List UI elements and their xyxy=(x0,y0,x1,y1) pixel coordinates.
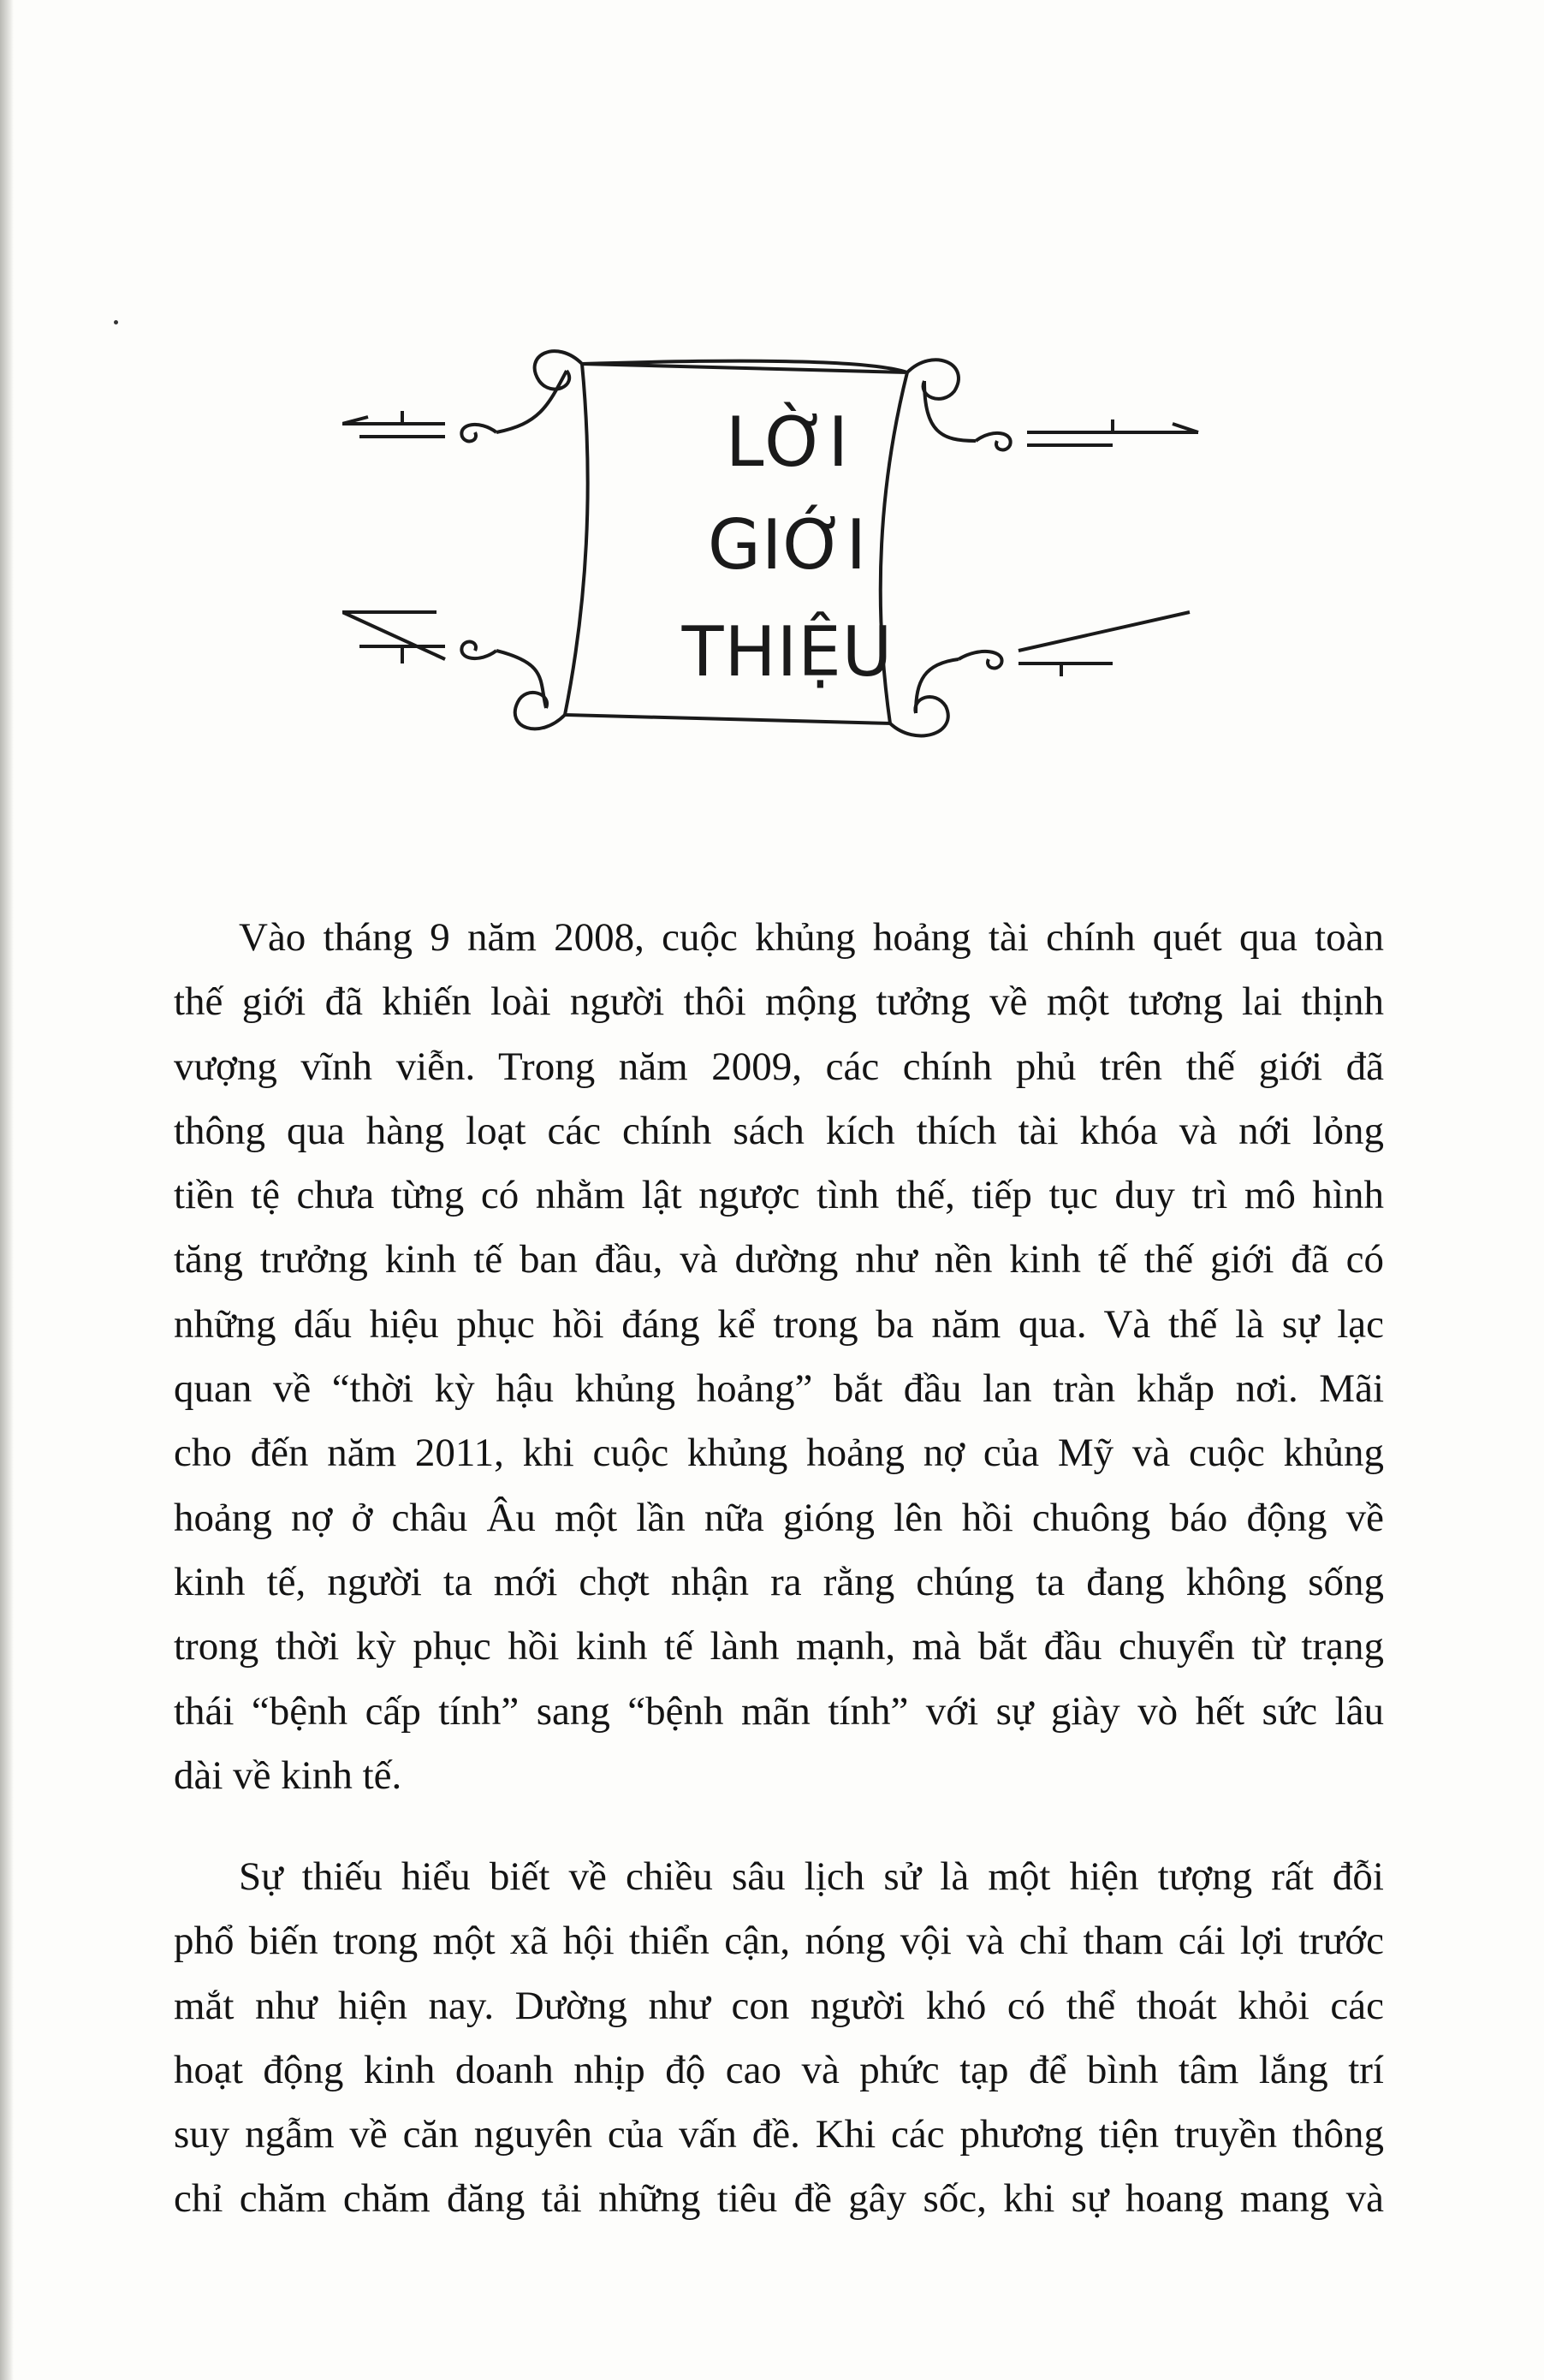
text-line: quan về “thời kỳ hậu khủng hoảng” bắt đầu lan tràn khắp nơi. Mãi xyxy=(174,1366,1384,1412)
text-line: hoạt động kinh doanh nhịp độ cao và phức tạp để bình tâm lắng trí xyxy=(174,2047,1384,2092)
text-line: thông qua hàng loạt các chính sách kích thích tài khóa và nới lỏng xyxy=(174,1108,1384,1153)
title-line-2: GIỚI xyxy=(707,505,868,585)
text-line: thái “bệnh cấp tính” sang “bệnh mãn tính” với sự giày vò hết sức lâu xyxy=(174,1688,1384,1734)
text-line: tăng trưởng kinh tế ban đầu, và dường như nền kinh tế thế giới đã có xyxy=(174,1237,1384,1282)
text-line: vượng vĩnh viễn. Trong năm 2009, các chính phủ trên thế giới đã xyxy=(174,1044,1384,1089)
text-line: hoảng nợ ở châu Âu một lần nữa gióng lên hồi chuông báo động về xyxy=(174,1495,1384,1540)
title-line-1: LỜI xyxy=(725,402,850,482)
title-line-3: THIỆU xyxy=(681,612,894,692)
text-line: thế giới đã khiến loài người thôi mộng tưởng về một tương lai thịnh xyxy=(174,979,1384,1025)
text-line: phổ biến trong một xã hội thiển cận, nóng vội và chỉ tham cái lợi trước xyxy=(174,1919,1384,1964)
text-line: dài về kinh tế. xyxy=(174,1752,402,1798)
text-line: mắt như hiện nay. Dường như con người khó có thể thoát khỏi các xyxy=(174,1983,1384,2028)
text-line: kinh tế, người ta mới chợt nhận ra rằng chúng ta đang không sống xyxy=(174,1559,1384,1604)
text-line: Sự thiếu hiểu biết về chiều sâu lịch sử là một hiện tượng rất đỗi xyxy=(239,1854,1384,1899)
text-line: cho đến năm 2011, khi cuộc khủng hoảng nợ của Mỹ và cuộc khủng xyxy=(174,1431,1384,1476)
speck xyxy=(114,320,118,324)
paragraph-1 xyxy=(174,906,1384,1808)
text-line: Vào tháng 9 năm 2008, cuộc khủng hoảng tài chính quét qua toàn xyxy=(239,915,1384,960)
text-line: chỉ chăm chăm đăng tải những tiêu đề gây sốc, khi sự hoang mang và xyxy=(174,2176,1384,2222)
paragraph-2 xyxy=(174,1845,1384,2232)
text-line: tiền tệ chưa từng có nhằm lật ngược tình thế, tiếp tục duy trì mô hình xyxy=(174,1173,1384,1218)
page-binding-shadow xyxy=(0,0,14,2380)
text-line: những dấu hiệu phục hồi đáng kể trong ba năm qua. Và thế là sự lạc xyxy=(174,1301,1384,1347)
text-line: suy ngẫm về căn nguyên của vấn đề. Khi các phương tiện truyền thông xyxy=(174,2112,1384,2157)
text-line: trong thời kỳ phục hồi kinh tế lành mạnh, mà bắt đầu chuyển từ trạng xyxy=(174,1624,1384,1669)
